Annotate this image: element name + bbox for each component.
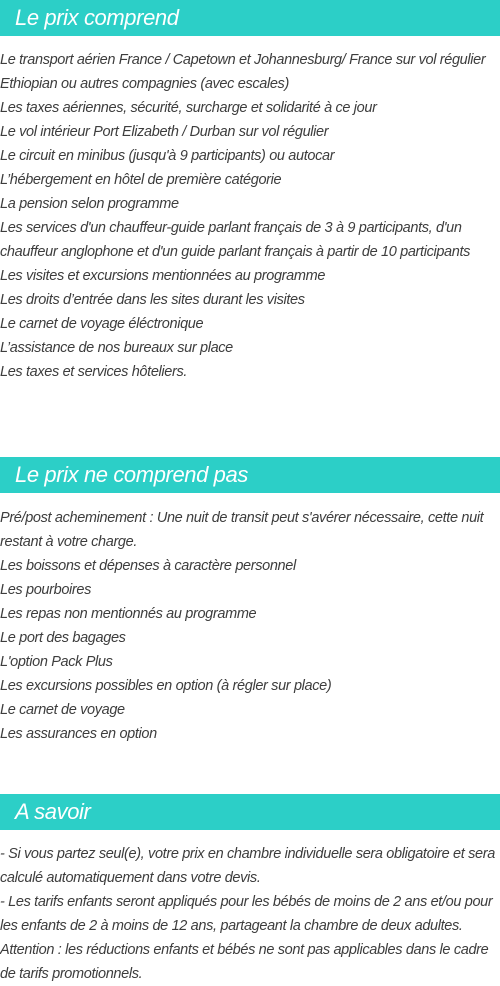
list-item: Le carnet de voyage éléctronique <box>0 316 204 332</box>
list-item: Le vol intérieur Port Elizabeth / Durban sur vol régulier <box>0 124 329 140</box>
list-item: Le port des bagages <box>0 630 126 646</box>
list-item: Le carnet de voyage <box>0 702 125 718</box>
section-title-good-to-know: A savoir <box>15 799 91 824</box>
list-item: Le circuit en minibus (jusqu'à 9 participants) ou autocar <box>0 148 335 164</box>
list-item: L’assistance de nos bureaux sur place <box>0 340 233 356</box>
list-item: Pré/post acheminement : Une nuit de transit peut s'avérer nécessaire, cette nuit restant à votre charge. <box>0 510 484 550</box>
list-item: - Les tarifs enfants seront appliqués pour les bébés de moins de 2 ans et/ou pour les enfants de 2 à moins de 12 ans, partageant la chambre de deux adultes. <box>0 894 493 934</box>
list-item: Attention : les réductions enfants et bébés ne sont pas applicables dans le cadre de tarifs promotionnels. <box>0 942 489 982</box>
list-item: Les taxes et services hôteliers. <box>0 364 188 380</box>
list-item: Les repas non mentionnés au programme <box>0 606 257 622</box>
list-item: Les droits d’entrée dans les sites durant les visites <box>0 292 305 308</box>
list-item: L’hébergement en hôtel de première catégorie <box>0 172 282 188</box>
good-to-know-list <box>0 842 500 986</box>
section-header-not-included <box>0 457 500 493</box>
list-item: Les services d'un chauffeur-guide parlant français de 3 à 9 participants, d'un chauffeur anglophone et d'un guide parlant français à partir de 10 participants <box>0 220 471 260</box>
section-header-included <box>0 0 500 36</box>
list-item: Les assurances en option <box>0 726 157 742</box>
list-item: Les taxes aériennes, sécurité, surcharge et solidarité à ce jour <box>0 100 377 116</box>
list-item: - Si vous partez seul(e), votre prix en chambre individuelle sera obligatoire et sera calculé automatiquement dans votre devis. <box>0 846 495 886</box>
list-item: Les pourboires <box>0 582 92 598</box>
list-item: Le transport aérien France / Capetown et Johannesburg/ France sur vol régulier Ethiopian ou autres compagnies (avec escales) <box>0 52 486 92</box>
list-item: Les boissons et dépenses à caractère personnel <box>0 558 296 574</box>
not-included-list <box>0 506 500 746</box>
list-item: Les visites et excursions mentionnées au programme <box>0 268 326 284</box>
section-title-not-included: Le prix ne comprend pas <box>15 462 248 487</box>
list-item: Les excursions possibles en option (à régler sur place) <box>0 678 332 694</box>
included-list <box>0 48 500 384</box>
list-item: La pension selon programme <box>0 196 179 212</box>
section-title-included: Le prix comprend <box>15 5 179 30</box>
list-item: L'option Pack Plus <box>0 654 113 670</box>
section-header-good-to-know <box>0 794 500 830</box>
